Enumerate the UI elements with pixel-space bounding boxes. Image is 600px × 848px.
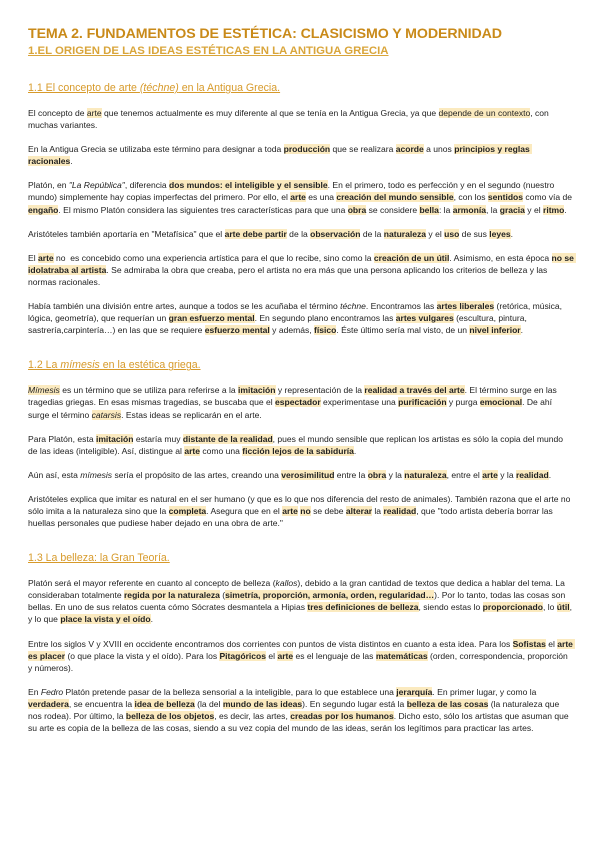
text-run: El concepto de (28, 108, 87, 118)
text-run: y el (524, 204, 543, 215)
text-run: , diferencia (124, 180, 170, 191)
highlighted-text: arte debe partir (224, 228, 287, 239)
highlighted-text: imitación (95, 433, 134, 444)
text-run: téchne (340, 301, 366, 312)
highlighted-text: depende de un contexto (438, 108, 531, 118)
paragraph (28, 228, 574, 240)
text-run: Había también una división entre artes, aunque a todos se les acuñaba el término (28, 301, 341, 312)
text-run: es el lenguaje de las (293, 650, 376, 661)
text-run: . (520, 325, 524, 336)
highlighted-text: gran esfuerzo mental (168, 313, 255, 324)
highlighted-text: alterar (345, 505, 373, 516)
paragraph (28, 493, 574, 529)
text-run: En la Antigua Grecia se utilizaba este término para designar a toda (28, 144, 284, 155)
highlighted-text: distante de la realidad (182, 433, 273, 444)
highlighted-text: obra (367, 469, 387, 480)
highlighted-text: gracia (499, 204, 525, 215)
highlighted-text: belleza de las cosas (406, 698, 489, 709)
highlighted-text: nivel inferior (469, 325, 521, 336)
highlighted-text: jerarquía (396, 686, 433, 697)
text-run: 1.3 La belleza: la Gran Teoría. (28, 552, 170, 565)
highlighted-text: dos mundos: el inteligible y el sensible (169, 180, 328, 191)
text-run: . Dicho esto, sólo los artistas que asuman que su arte es copia de la belleza de las cosas, siendo a su vez copia del mundo de las ideas, serán los legítimos para practicar las artes. (28, 711, 571, 734)
paragraph (28, 384, 574, 420)
text-run: ). En segundo lugar está la (302, 698, 407, 709)
text-run: . En primer lugar, y como la (432, 686, 539, 697)
text-run: En (28, 686, 41, 697)
highlighted-text: place la vista y el oído (60, 614, 151, 625)
text-run: . Asegura que en el (206, 505, 283, 516)
section-title: 1.EL ORIGEN DE LAS IDEAS ESTÉTICAS EN LA ANTIGUA GRECIA (28, 45, 389, 57)
text-run: Platón, en (28, 180, 69, 191)
highlighted-text: producción (283, 144, 331, 155)
highlighted-text: arte es placer (28, 638, 576, 661)
highlighted-text: imitación (237, 385, 276, 396)
text-run: y purga (446, 397, 480, 408)
paragraph (28, 577, 574, 625)
paragraph (28, 252, 577, 288)
text-run: , es decir, las artes, (214, 711, 291, 721)
highlighted-text: naturaleza (404, 469, 447, 480)
text-run: . El término surge en las tragedias griegas. En esas mismas tragedias, se buscaba que el (28, 385, 560, 408)
text-run: kallos (275, 578, 298, 589)
text-run: no es concebido como una experiencia artística para el que lo recibe, sino como la (53, 252, 374, 263)
highlighted-text: obra (347, 204, 367, 215)
highlighted-text: creación de un útil (373, 252, 450, 263)
highlighted-text: leyes (489, 228, 511, 239)
highlighted-text: ficción lejos de la sabiduría (242, 445, 354, 456)
highlighted-text: Mímesis (28, 385, 60, 396)
highlighted-text: engaño (28, 204, 59, 215)
text-run: . Asimismo, en esta época (449, 252, 552, 263)
text-run: . Encontramos las (365, 301, 437, 312)
text-run: (la naturaleza que nos rodea). Por último, la (28, 698, 562, 721)
text-run: Platón será el mayor referente en cuanto al concepto de belleza ( (28, 578, 276, 589)
text-run: , con muchas variantes. (28, 108, 552, 131)
text-run: sería el propósito de las artes, creando una (112, 469, 282, 480)
subsection-heading (28, 81, 574, 95)
highlighted-text: arte (184, 445, 200, 456)
highlighted-text: creación del mundo sensible (336, 192, 454, 203)
highlighted-text: no (300, 505, 311, 516)
highlighted-text: espectador (275, 397, 321, 408)
text-run: de sus (459, 228, 490, 239)
paragraph (28, 638, 574, 674)
text-run: en la Antigua Grecia. (178, 82, 281, 94)
text-run: y representación de la (275, 385, 365, 396)
paragraph (28, 107, 574, 131)
highlighted-text: realidad a través del arte (364, 385, 465, 396)
text-run: y la (497, 469, 516, 480)
subsection-heading (28, 551, 574, 565)
text-run: y además, (269, 325, 314, 336)
highlighted-text: realidad (515, 469, 549, 480)
highlighted-text: belleza de los objetos (125, 711, 215, 721)
text-run: . En segundo plano encontramos las (254, 313, 396, 324)
text-run: El (28, 252, 38, 263)
highlighted-text: completa (168, 505, 207, 516)
text-run: . (150, 614, 153, 625)
text-run: , la (485, 204, 500, 215)
highlighted-text: proporcionado (482, 602, 543, 613)
text-run: como una (200, 445, 243, 456)
highlighted-text: observación (310, 228, 361, 239)
text-run: en la estética griega. (99, 359, 201, 372)
text-run: 1.2 La (28, 359, 61, 372)
highlighted-text: tres definiciones de belleza (307, 602, 419, 613)
text-run: que tenemos actualmente es muy diferente al que se tenía en la Antigua Grecia, ya que (101, 108, 439, 118)
text-run: . Se admiraba la obra que creaba, pero el artista no era más que una persona aplicando los criterios de belleza y las normas racionales. (28, 264, 550, 287)
text-run: . (70, 156, 73, 167)
document-body (28, 81, 577, 734)
text-run: . Estas ideas se replicarán en el arte. (121, 409, 262, 420)
text-run: el (266, 650, 278, 661)
highlighted-text: ritmo (543, 204, 565, 215)
text-run: Platón pretende pasar de la belleza sensorial a la inteligible, para lo que establece una (63, 686, 397, 697)
highlighted-text: matemáticas (375, 650, 428, 661)
text-run: y la (386, 469, 405, 480)
text-run: mímesis (80, 469, 113, 480)
text-run: (o que place la vista y el oído). Para los (65, 650, 220, 661)
highlighted-text: simetría, proporción, armonía, orden, regularidad… (225, 590, 435, 601)
paragraph (28, 469, 574, 481)
text-run: , siendo estas lo (418, 602, 483, 613)
highlighted-text: idea de belleza (134, 698, 195, 709)
highlighted-text: catarsis (91, 409, 122, 420)
document-title: TEMA 2. FUNDAMENTOS DE ESTÉTICA: CLASICISMO Y MODERNIDAD (28, 26, 502, 42)
highlighted-text: naturaleza (383, 228, 427, 239)
text-run: el (545, 638, 558, 649)
text-run: . (510, 228, 514, 239)
text-run: , y lo que (28, 602, 575, 625)
text-run: . De ahí surge el término (28, 397, 555, 420)
text-run: de la (286, 228, 311, 239)
highlighted-text: mundo de las ideas (222, 698, 303, 709)
text-run: ). Por lo tanto, todas las cosas son bellas. En uno de sus relatos cuenta cómo Sócrates desmantela a Hipias (28, 590, 568, 613)
text-run: . (564, 204, 567, 215)
text-run: es una (305, 192, 337, 203)
text-run: (orden, correspondencia, proporción y números). (28, 650, 571, 673)
highlighted-text: arte (37, 252, 54, 263)
text-run: , con los (453, 192, 488, 203)
text-run: (retórica, música, lógica, geometría), que requerían un (28, 301, 565, 324)
highlighted-text: artes liberales (436, 301, 495, 312)
text-run: , que "todo artista debería borrar las huellas personales que pudiese haber dejado en una obra de arte." (28, 505, 556, 529)
text-run: Aristóteles también aportaría en "Metafísica" que el (28, 228, 225, 239)
highlighted-text: físico (314, 325, 337, 336)
document-page (28, 26, 577, 734)
text-run: de la (360, 228, 384, 239)
highlighted-text: purificación (398, 397, 447, 408)
text-run: ( (219, 590, 226, 601)
text-run: (escultura, pintura, sastrería,carpintería…) en las que se requiere (28, 313, 530, 336)
text-run: "La República" (68, 180, 125, 191)
highlighted-text: arte (86, 108, 102, 118)
text-run: estaría muy (133, 433, 183, 444)
highlighted-text: arte (282, 505, 298, 516)
text-run: y el (426, 228, 445, 239)
text-run: es un término que se utiliza para referirse a la (59, 385, 238, 396)
text-run: (la del (194, 698, 223, 709)
highlighted-text: sentidos (487, 192, 524, 203)
text-run: , lo (542, 602, 557, 613)
text-run: se considere (366, 204, 420, 215)
highlighted-text: esfuerzo mental (204, 325, 270, 336)
text-run: que se realizara (330, 144, 396, 155)
highlighted-text: regida por la naturaleza (123, 590, 220, 601)
text-run: a unos (423, 144, 455, 155)
highlighted-text: armonía (452, 204, 486, 215)
highlighted-text: emocional (479, 397, 523, 408)
subsection-heading (28, 358, 574, 372)
highlighted-text: útil (556, 602, 570, 613)
text-run: la (372, 505, 384, 516)
highlighted-text: artes vulgares (395, 313, 454, 324)
text-run: Para Platón, esta (28, 433, 96, 444)
text-run: entre la (334, 469, 368, 480)
text-run: experimentase una (320, 397, 399, 408)
text-run: . En el primero, todo es perfección y en el segundo (nuestro mundo) simplemente hay copias imperfectas del primero. Por ello, el (28, 180, 557, 203)
text-run: Fedro (40, 686, 64, 697)
paragraph (28, 143, 574, 167)
text-run: , entre el (446, 469, 483, 480)
text-run: : la (438, 204, 453, 215)
highlighted-text: arte (277, 650, 294, 661)
highlighted-text: Pitagóricos (219, 650, 267, 661)
text-run: (téchne) (139, 82, 179, 94)
highlighted-text: principios y reglas racionales (28, 144, 533, 167)
text-run: . (353, 445, 357, 456)
paragraph (28, 179, 574, 215)
highlighted-text: arte (290, 192, 306, 203)
highlighted-text: verdadera (28, 698, 69, 709)
text-run: se debe (310, 505, 346, 516)
text-run: Entre los siglos V y XVIII en occidente encontramos dos corrientes con puntos de vista distintos en cuanto a esta idea. Para los (28, 638, 513, 649)
text-run: como vía de (523, 192, 575, 203)
text-run: . Éste último sería mal visto, de un (336, 325, 470, 336)
highlighted-text: no se idolatraba al artista (28, 252, 577, 275)
highlighted-text: arte (482, 469, 498, 480)
highlighted-text: verosimilitud (281, 469, 335, 480)
highlighted-text: realidad (383, 505, 417, 516)
text-run: , pues el mundo sensible que replican los artistas es sólo la copia del mundo de las ideas (inteligible). Así, distingue al (28, 433, 566, 456)
highlighted-text: acorde (395, 144, 424, 155)
text-run: ), debido a la gran cantidad de textos que dedica a hablar del tema. La consideraban totalmente (28, 578, 568, 601)
highlighted-text: creadas por los humanos (290, 711, 394, 721)
paragraph (28, 686, 574, 734)
paragraph (28, 300, 574, 336)
text-run: . El mismo Platón considera las siguientes tres características para que una (58, 204, 348, 215)
text-run: . (548, 469, 552, 480)
text-run: Aún así, esta (28, 469, 81, 480)
text-run: Aristóteles explica que imitar es natural en el ser humano (y que es lo que nos diferencia del resto de animales). También razona que el arte no sólo imita a la naturaleza sino que la (28, 493, 573, 516)
text-run: , se encuentra la (68, 698, 135, 709)
text-run: 1.1 El concepto de arte (28, 82, 140, 94)
highlighted-text: Sofistas (512, 638, 546, 649)
highlighted-text: uso (444, 228, 460, 239)
text-run: mímesis (60, 359, 100, 372)
highlighted-text: bella (419, 204, 439, 215)
paragraph (28, 433, 574, 457)
